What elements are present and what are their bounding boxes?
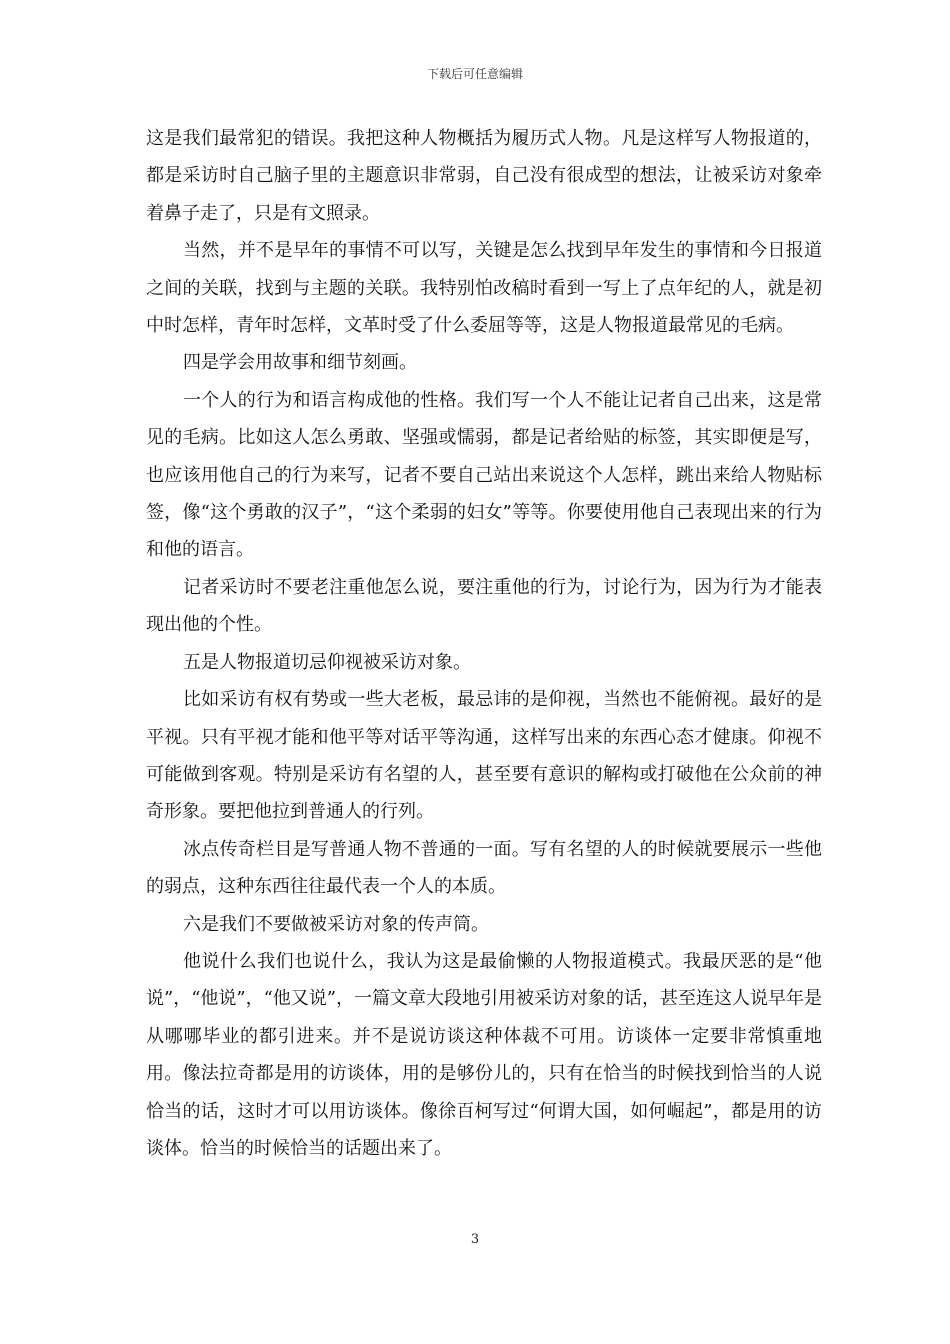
paragraph-4: 记者采访时不要老注重他怎么说，要注重他的行为，讨论行为，因为行为才能表现出他的个性。: [146, 576, 822, 636]
document-body: [146, 120, 822, 1167]
paragraph-7: 他说什么我们也说什么，我认为这是最偷懒的人物报道模式。我最厌恶的是“他说”，“他说”，“他又说”，一篇文章大段地引用被采访对象的话，甚至连这人说早年是从哪哪毕业的都引进来。并不是说访谈这种体裁不可用。访谈体一定要非常慎重地用。像法拉奇都是用的访谈体，用的是够份儿的，只有在恰当的时候找到恰当的人说恰当的话，这时才可以用访谈体。像徐百柯写过“何谓大国，如何崛起”，都是用的访谈体。恰当的时候恰当的话题出来了。: [146, 950, 823, 1159]
paragraph-5: 比如采访有权有势或一些大老板，最忌讳的是仰视，当然也不能俯视。最好的是平视。只有平视才能和他平等对话平等沟通，这样写出来的东西心态才健康。仰视不可能做到客观。特别是采访有名望的人，甚至要有意识的解构或打破他在公众前的神奇形象。要把他拉到普通人的行列。: [146, 689, 822, 823]
page-header: 下载后可任意编辑: [426, 67, 523, 81]
paragraph-2: 当然，并不是早年的事情不可以写，关键是怎么找到早年发生的事情和今日报道之间的关联，找到与主题的关联。我特别怕改稿时看到一写上了点年纪的人，就是初中时怎样，青年时怎样，文革时受了什么委屈等等，这是人物报道最常见的毛病。: [146, 240, 822, 337]
paragraph-1: 这是我们最常犯的错误。我把这种人物概括为履历式人物。凡是这样写人物报道的，都是采访时自己脑子里的主题意识非常弱，自己没有很成型的想法，让被采访对象牵着鼻子走了，只是有文照录。: [146, 128, 822, 224]
section-heading-4: 四是学会用故事和细节刻画。: [183, 352, 417, 374]
section-heading-6: 六是我们不要做被采访对象的传声筒。: [183, 913, 489, 935]
paragraph-6: 冰点传奇栏目是写普通人物不普通的一面。写有名望的人的时候就要展示一些他的弱点，这种东西往往最代表一个人的本质。: [146, 838, 822, 898]
section-heading-5: 五是人物报道切忌仰视被采访对象。: [183, 651, 471, 673]
paragraph-3: 一个人的行为和语言构成他的性格。我们写一个人不能让记者自己出来，这是常见的毛病。比如这人怎么勇敢、坚强或懦弱，都是记者给贴的标签，其实即便是写，也应该用他自己的行为来写，记者不要自己站出来说这个人怎样，跳出来给人物贴标签，像“这个勇敢的汉子”，“这个柔弱的妇女”等等。你要使用他自己表现出来的行为和他的语言。: [146, 389, 822, 561]
page-number: 3: [470, 1232, 480, 1247]
